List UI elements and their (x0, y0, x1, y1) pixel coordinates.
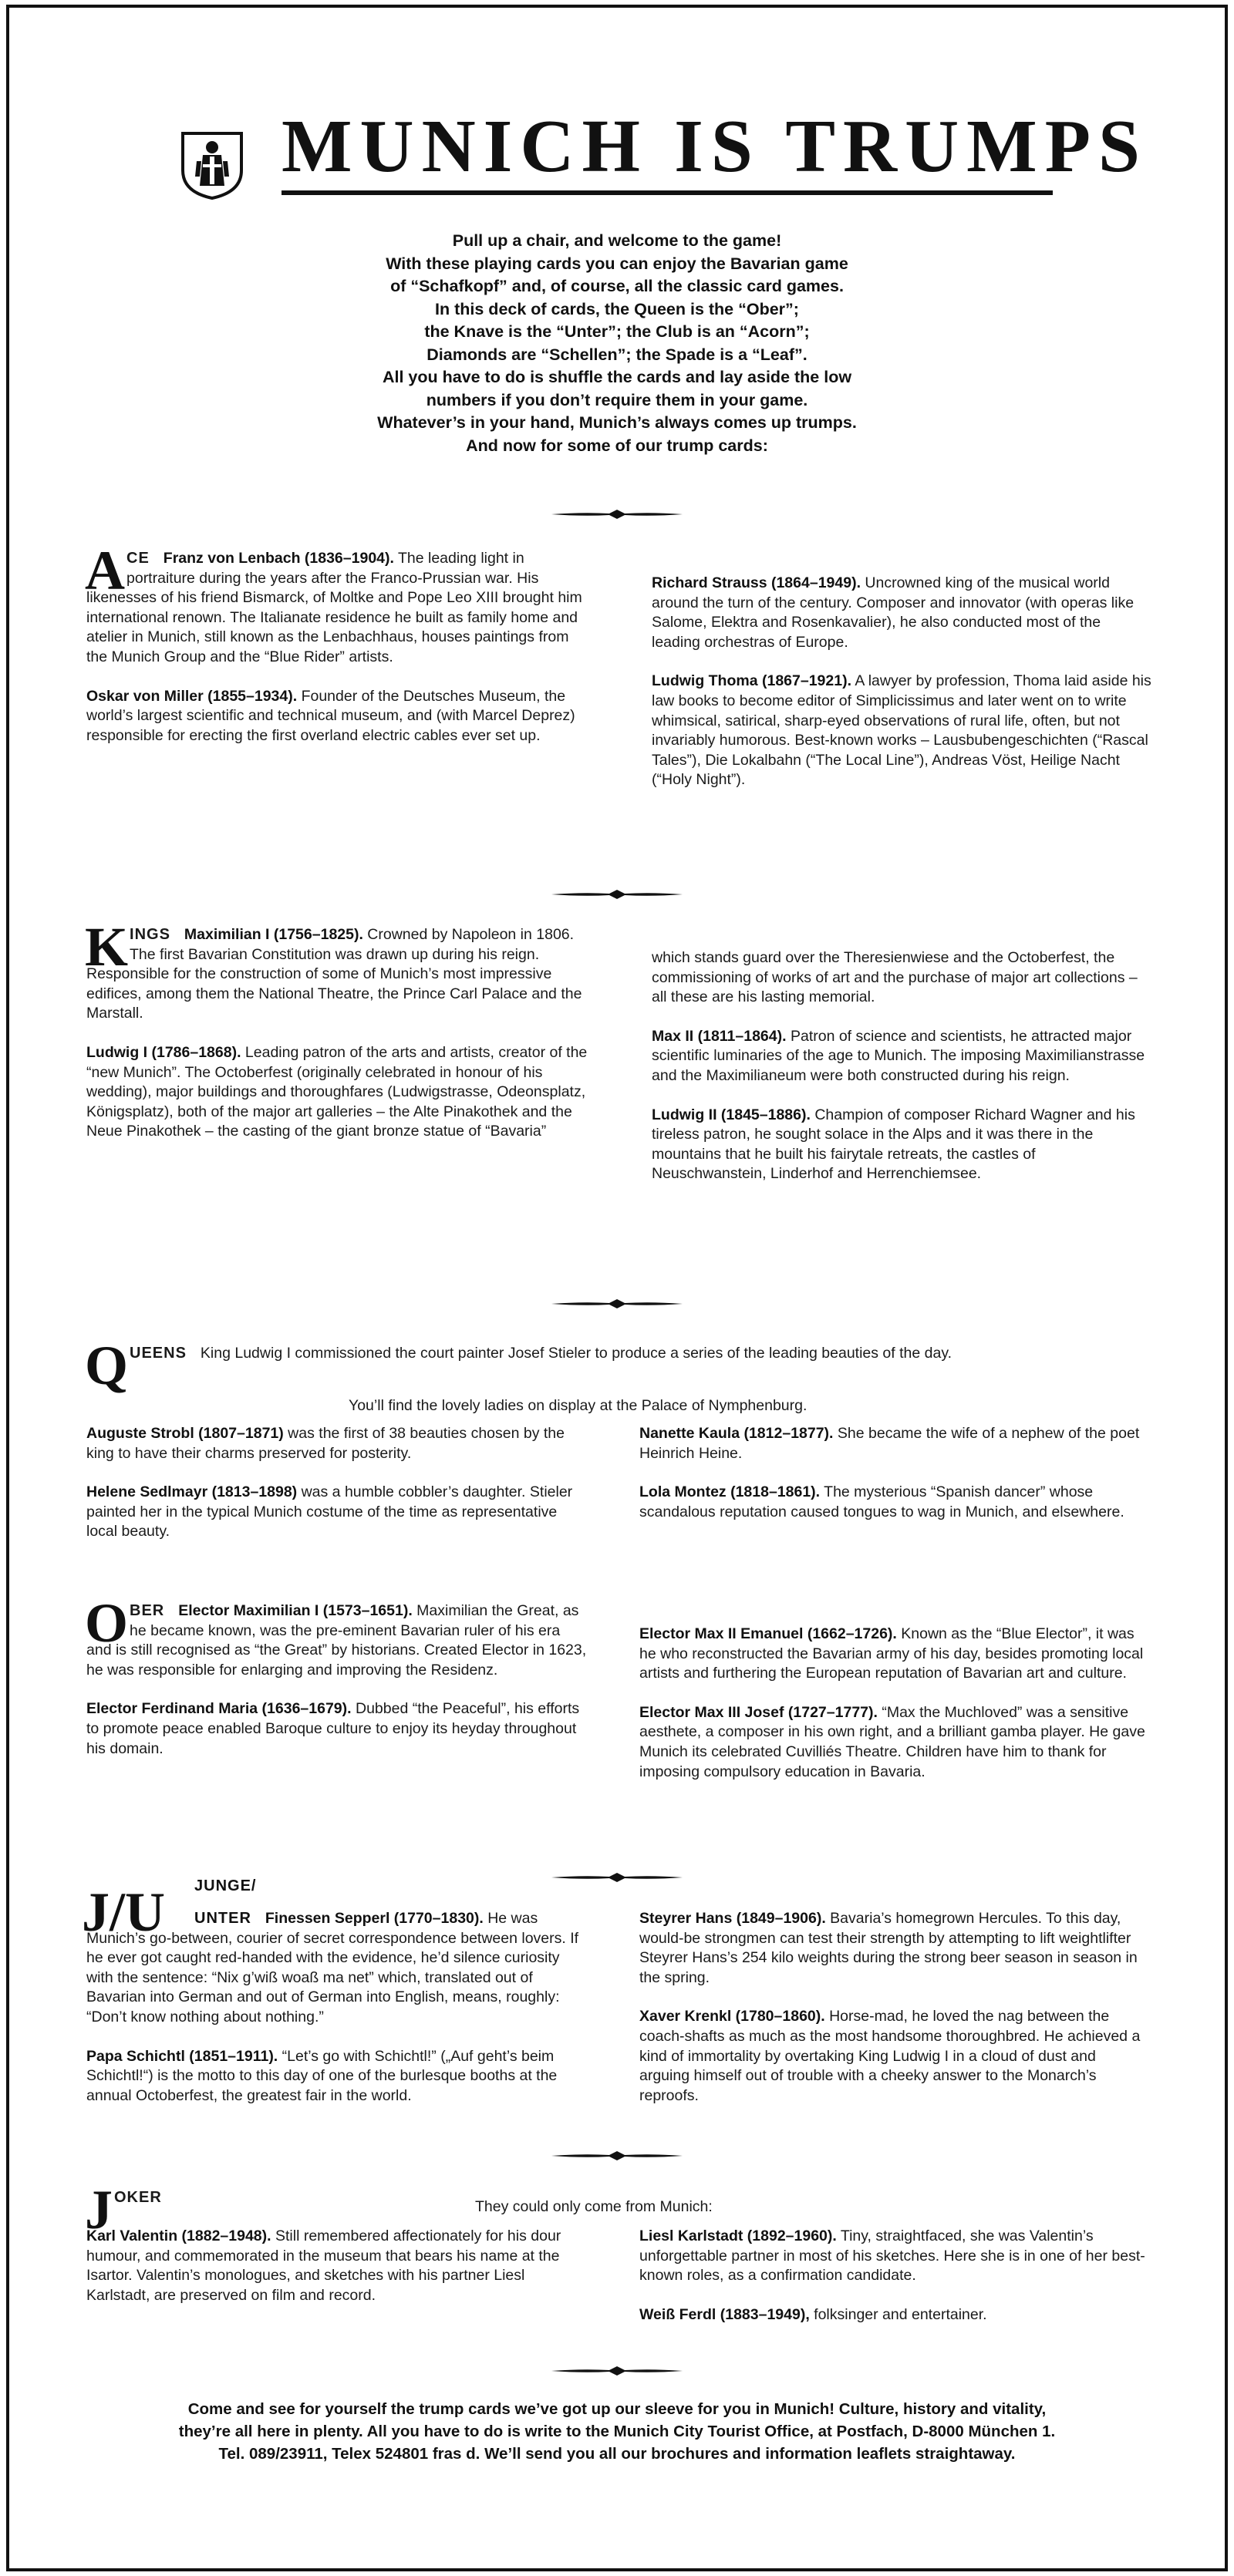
intro-line: Whatever’s in your hand, Munich’s always comes up trumps. (377, 413, 857, 432)
footer-text (77, 2398, 1157, 2465)
ace-left-column (85, 540, 588, 765)
entry-text: was a humble cobbler’s daughter. Stieler painted her in the typical Munich costume of the time as representative local beauty. (86, 1483, 573, 1541)
entry-name: Elector Maximilian I (1573–1651). (178, 1602, 413, 1619)
intro-line: of “Schafkopf” and, of course, all the classic card games. (390, 277, 844, 295)
entry-strobl (86, 1424, 588, 1463)
entry-ferdinand-maria (86, 1699, 588, 1759)
entry-sedlmayr (86, 1483, 588, 1542)
header (172, 104, 1148, 189)
entry-text: Champion of composer Richard Wagner and his tireless patron, he sought solace in the Alps and it was there in the mountains that he built his fairytale retreats, the castles of Neuschwanstein, Linderhof and Herrenchiemsee. (652, 1106, 1135, 1183)
entry-text: Horse-mad, he loved the nag between the coach-shafts as much as the most handsome thoroughbred. He achieved a kind of immortality by overtaking King Ludwig I in a cloud of dust and arguing himself out of trouble with a cheeky answer to the Monarch’s reproofs. (639, 2008, 1141, 2104)
entry-sepperl (86, 1909, 588, 2028)
ornament-divider (551, 1298, 683, 1309)
section-word: CE (126, 550, 150, 567)
entry-name: Papa Schichtl (1851–1911). (86, 2047, 278, 2065)
entry-name: Elector Ferdinand Maria (1636–1679). (86, 1700, 352, 1718)
entry-miller (86, 687, 588, 746)
queens-left-column (86, 1424, 588, 1561)
entry-strauss (652, 574, 1153, 652)
kings-left-column (85, 916, 588, 1161)
ober-left-column (85, 1592, 588, 1778)
entry-valentin (86, 2227, 588, 2305)
entry-text: Founder of the Deutsches Museum, the world’s largest scientific and technical museum, and (with Marcel Deprez) responsible for erecting the first overland electric cables ever set up. (86, 687, 575, 744)
entry-name: Ludwig II (1845–1886). (652, 1106, 811, 1123)
entry-name: Max II (1811–1864). (652, 1027, 787, 1045)
entry-text: Dubbed “the Peaceful”, his efforts to promote peace enabled Baroque culture to enjoy its heyday throughout his domain. (86, 1700, 580, 1757)
entry-ludwig-ii (652, 1106, 1153, 1184)
queens-note: King Ludwig I commissioned the court painter Josef Stieler to produce a series of the leading beauties of the day. (200, 1345, 952, 1362)
section-word-junge: JUNGE/ (194, 1877, 257, 1894)
ornament-divider (551, 509, 683, 520)
intro-line: All you have to do is shuffle the cards and lay aside the low (382, 368, 852, 386)
intro-line: Pull up a chair, and welcome to the game! (452, 231, 782, 250)
entry-ludwig-i (86, 1043, 588, 1142)
entry-text: Still remembered affectionately for his dour humour, and commemorated in the museum that bears his name at the Isartor. Valentin’s monologues, and sketches with his partner Liesl Karlstadt, are preserved on film and record. (86, 2227, 561, 2304)
footer-line: they’re all here in plenty. All you have to do is write to the Munich City Tourist Office, at Postfach, D-8000 München 1. (178, 2423, 1056, 2440)
entry-name: Steyrer Hans (1849–1906). (639, 1910, 826, 1927)
section-word: INGS (130, 926, 170, 943)
entry-text: Known as the “Blue Elector”, it was he who reconstructed the Bavarian army of his day, besides promoting local artists and furthering the European reputation of Bavarian art and culture. (639, 1625, 1144, 1682)
ju-right-column (639, 1909, 1148, 2125)
entry-name: Finessen Sepperl (1770–1830). (265, 1910, 484, 1927)
entry-thoma (652, 672, 1153, 790)
drop-cap: Q (85, 1335, 129, 1396)
ornament-divider (551, 2150, 683, 2161)
ace-right-column (652, 574, 1153, 810)
entry-text: Leading patron of the arts and artists, creator of the “new Munich”. The Octoberfest (originally celebrated in honour of his wedding), major buildings and thoroughfares (Ludwigstrasse, Odeonsplatz, Königsplatz), both of the major art galleries – the Alte Pinakothek and the Neue Pinakothek – the casting of the giant bronze statue of “Bavaria” (86, 1043, 588, 1140)
section-word: OKER (114, 2189, 162, 2206)
intro-line: With these playing cards you can enjoy the Bavarian game (386, 254, 848, 273)
entry-name: Helene Sedlmayr (1813–1898) (86, 1483, 298, 1501)
footer-line: Tel. 089/23911, Telex 524801 fras d. We’ll send you all our brochures and information leaflets straightaway. (218, 2445, 1016, 2463)
entry-name: Auguste Strobl (1807–1871) (86, 1425, 284, 1442)
section-word-ju (194, 1877, 256, 1896)
entry-karlstadt (639, 2227, 1148, 2286)
entry-name: Franz von Lenbach (1836–1904). (163, 550, 394, 567)
page-title: MUNICH IS TRUMPS (282, 105, 1148, 187)
entry-name: Elector Max III Josef (1727–1777). (639, 1703, 878, 1721)
entry-weiss-ferdl (639, 2305, 1148, 2325)
entry-krenkl (639, 2007, 1148, 2106)
joker-left-column (86, 2227, 588, 2325)
entry-text: A lawyer by profession, Thoma laid aside his law books to become editor of Simplicissimus and later went on to write whimsical, satirical, sharp-eyed observations of rural life, often, but not invariably humorous. Best-known works – Lausbubengeschichten (“Rascal Tales”), Die Lokalbahn (“The Local Line”), Andreas Vöst, Heilige Nacht (“Holy Night”). (652, 672, 1151, 789)
entry-name: Ludwig Thoma (1867–1921). (652, 672, 851, 690)
entry-montez (639, 1483, 1148, 1522)
entry-schichtl (86, 2047, 588, 2106)
entry-name: Maximilian I (1756–1825). (184, 926, 363, 943)
joker-note: They could only come from Munich: (475, 2198, 713, 2215)
entry-text: Patron of science and scientists, he attracted major scientific luminaries of the age to Munich. The imposing Maximilianstrasse and the Maximilianeum were both constructed during his reign. (652, 1027, 1145, 1084)
entry-max-ii-emanuel (639, 1625, 1148, 1684)
drop-cap: O (85, 1592, 129, 1654)
ornament-divider (551, 2366, 683, 2376)
section-word-unter: UNTER (194, 1910, 251, 1927)
ober-right-column (639, 1625, 1148, 1801)
drop-cap-ju: J/U (82, 1881, 165, 1943)
intro-line: numbers if you don’t require them in your game. (426, 390, 808, 409)
entry-name: Lola Montez (1818–1861). (639, 1483, 821, 1501)
queens-heading (85, 1335, 1166, 1396)
section-word: UEENS (130, 1345, 187, 1362)
entry-text: The leading light in portraiture during the years after the Franco-Prussian war. His likenesses of his friend Bismarck, of Moltke and Pope Leo XIII brought him international renown. The Italianate residence he built as family home and atelier in Munich, still known as the Lenbachhaus, houses paintings from the Munich Group and the “Blue Rider” artists. (86, 550, 582, 665)
entry-text: which stands guard over the Theresienwiese and the Octoberfest, the commissioning of works of art and the purchase of major art collections – all these are his lasting memorial. (652, 949, 1138, 1006)
entry-name: Nanette Kaula (1812–1877). (639, 1425, 834, 1442)
title-underline (282, 190, 1053, 195)
entry-text: was the first of 38 beauties chosen by the king to have their charms preserved for posterity. (86, 1425, 565, 1462)
ornament-divider (551, 889, 683, 900)
intro-line: the Knave is the “Unter”; the Club is an “Acorn”; (424, 322, 810, 341)
intro-line: And now for some of our trump cards: (466, 436, 768, 455)
kings-right-column (652, 948, 1153, 1204)
ju-left-column (86, 1909, 588, 2125)
entry-steyrer (639, 1909, 1148, 1988)
intro-line: In this deck of cards, the Queen is the “Ober”; (435, 299, 799, 318)
intro-line: Diamonds are “Schellen”; the Spade is a “Leaf”. (427, 345, 807, 364)
entry-text: “Let’s go with Schichtl!” („Auf geht’s beim Schichtl!“) is the motto to this day of one of the burlesque booths at the annual Octoberfest, the greatest fair in the world. (86, 2047, 558, 2104)
drop-cap: J (85, 2179, 113, 2241)
intro-text (231, 230, 1003, 457)
entry-ludwig-i-cont (652, 948, 1153, 1008)
entry-max-ii (652, 1027, 1153, 1086)
queens-note-2: You’ll find the lovely ladies on display at the Palace of Nymphenburg. (349, 1397, 807, 1414)
section-word: BER (130, 1602, 165, 1619)
entry-elector-maximilian (85, 1592, 588, 1680)
entry-text: She became the wife of a nephew of the poet Heinrich Heine. (639, 1425, 1140, 1462)
entry-text: Uncrowned king of the musical world around the turn of the century. Composer and innovator (with operas like Salome, Elektra and Rosenkavalier), he also conducted most of the leading orchestras of Europe. (652, 574, 1135, 651)
drop-cap: A (85, 540, 125, 601)
entry-name: Weiß Ferdl (1883–1949), (639, 2305, 810, 2323)
drop-cap: K (85, 916, 129, 978)
munich-crest-icon (180, 130, 244, 200)
entry-name: Elector Max II Emanuel (1662–1726). (639, 1625, 897, 1642)
joker-right-column (639, 2227, 1148, 2344)
entry-text: Crowned by Napoleon in 1806. The first Bavarian Constitution was drawn up during his reign. Responsible for the construction of some of Munich’s most impressive edifices, among them the National Theatre, the Prince Carl Palace and the Marstall. (86, 926, 582, 1022)
entry-text: The mysterious “Spanish dancer” whose scandalous reputation caused tongues to wag in Munich, and elsewhere. (639, 1483, 1124, 1520)
entry-text: Maximilian the Great, as he became known, was the pre-eminent Bavarian ruler of his era and is still recognised as “the Great” by historians. Created Elector in 1623, he was responsible for enlarging and improving the Residenz. (86, 1602, 587, 1679)
entry-text: He was Munich’s go-between, courier of secret correspondence between lovers. If he ever got caught red-handed with the evidence, he’d silence curiosity with the sentence: “Nix g’wiß woaß ma net” which, translated out of Bavarian into German and out of German into English, means, roughly: “Don’t know nothing about nothing.” (86, 1910, 579, 2025)
entry-name: Ludwig I (1786–1868). (86, 1043, 241, 1061)
entry-name: Liesl Karlstadt (1892–1960). (639, 2227, 837, 2244)
entry-name: Karl Valentin (1882–1948). (86, 2227, 271, 2244)
entry-text: folksinger and entertainer. (809, 2305, 987, 2323)
entry-text: Bavaria’s homegrown Hercules. To this day, would-be strongmen can test their strength by attempting to lift weightlifter Steyrer Hans’s 254 kilo weights during the strong beer season in season in the spring. (639, 1910, 1138, 1986)
entry-text: “Max the Muchloved” was a sensitive aesthete, a composer in his own right, and a brilliant gamba player. He gave Munich its celebrated Cuvilliés Theatre. Children have him to thank for imposing compulsory education in Bavaria. (639, 1703, 1145, 1780)
queens-right-column (639, 1424, 1148, 1541)
entry-lenbach (85, 540, 588, 668)
footer-line: Come and see for yourself the trump cards we’ve got up our sleeve for you in Munich! Culture, history and vitality, (187, 2400, 1047, 2418)
entry-name: Oskar von Miller (1855–1934). (86, 687, 298, 705)
entry-kaula (639, 1424, 1148, 1463)
ornament-divider (551, 1872, 683, 1883)
entry-name: Xaver Krenkl (1780–1860). (639, 2008, 825, 2025)
entry-maximilian (85, 916, 588, 1024)
entry-name: Richard Strauss (1864–1949). (652, 574, 861, 591)
entry-max-iii-josef (639, 1703, 1148, 1782)
entry-text: Tiny, straightfaced, she was Valentin’s unforgettable partner in most of his sketches. Here she is in one of her best-known roles, as a confirmation candidate. (639, 2227, 1145, 2285)
